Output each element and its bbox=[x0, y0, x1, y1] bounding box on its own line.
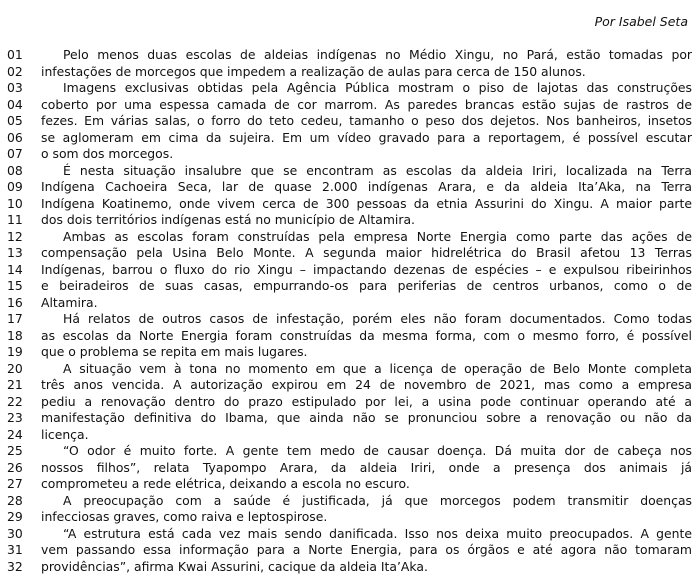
line-number: 16 bbox=[0, 295, 41, 312]
text-line bbox=[0, 377, 700, 394]
line-number: 20 bbox=[0, 361, 41, 378]
line-text: Imagens exclusivas obtidas pela Agência Pública mostram o piso de lajotas das construções bbox=[41, 80, 700, 97]
text-line bbox=[0, 493, 700, 510]
line-text: A situação vem à tona no momento em que a licença de operação de Belo Monte completa bbox=[41, 361, 700, 378]
line-text: É nesta situação insalubre que se encontram as escolas da aldeia Iriri, localizada na Terra bbox=[41, 163, 700, 180]
line-text: Há relatos de outros casos de infestação, porém eles não foram documentados. Como todas bbox=[41, 311, 700, 328]
line-text: Altamira. bbox=[41, 295, 700, 312]
line-text: A preocupação com a saúde é justificada, já que morcegos podem transmitir doenças bbox=[41, 493, 700, 510]
text-line bbox=[0, 526, 700, 543]
line-text: Indígena Koatinemo, onde vivem cerca de 300 pessoas da etnia Assurini do Xingu. A maior parte bbox=[41, 196, 700, 213]
line-text: Indígenas, barrou o fluxo do rio Xingu – impactando dezenas de espécies – e expulsou ribeirinhos bbox=[41, 262, 700, 279]
line-text: coberto por uma espessa camada de cor marrom. As paredes brancas estão sujas de rastros de bbox=[41, 97, 700, 114]
text-line bbox=[0, 361, 700, 378]
text-line bbox=[0, 344, 700, 361]
line-text: que o problema se repita em mais lugares. bbox=[41, 344, 700, 361]
text-line bbox=[0, 410, 700, 427]
line-number: 13 bbox=[0, 245, 41, 262]
line-number: 29 bbox=[0, 509, 41, 526]
line-text: dos dois territórios indígenas está no município de Altamira. bbox=[41, 212, 700, 229]
line-text: licença. bbox=[41, 427, 700, 444]
line-text: Ambas as escolas foram construídas pela empresa Norte Energia como parte das ações de bbox=[41, 229, 700, 246]
text-line bbox=[0, 394, 700, 411]
line-text: três anos vencida. A autorização expirou em 24 de novembro de 2021, mas como a empresa bbox=[41, 377, 700, 394]
text-line bbox=[0, 328, 700, 345]
line-number: 28 bbox=[0, 493, 41, 510]
line-text: manifestação definitiva do Ibama, que ainda não se pronunciou sobre a renovação ou não da bbox=[41, 410, 700, 427]
line-number: 19 bbox=[0, 344, 41, 361]
line-number: 01 bbox=[0, 47, 41, 64]
text-line bbox=[0, 295, 700, 312]
line-number: 06 bbox=[0, 130, 41, 147]
text-line bbox=[0, 113, 700, 130]
line-text: comprometeu a rede elétrica, deixando a escola no escuro. bbox=[41, 476, 700, 493]
line-number: 08 bbox=[0, 163, 41, 180]
line-text: o som dos morcegos. bbox=[41, 146, 700, 163]
line-number: 15 bbox=[0, 278, 41, 295]
line-number: 31 bbox=[0, 542, 41, 559]
line-text: nossos filhos”, relata Tyapompo Arara, da aldeia Iriri, onde a presença dos animais já bbox=[41, 460, 700, 477]
text-line bbox=[0, 427, 700, 444]
line-text: se aglomeram em cima da sujeira. Em um vídeo gravado para a reportagem, é possível escutar bbox=[41, 130, 700, 147]
text-line bbox=[0, 64, 700, 81]
text-line bbox=[0, 509, 700, 526]
line-text: e beiradeiros de suas casas, empurrando-os para periferias de centros urbanos, como o de bbox=[41, 278, 700, 295]
text-line bbox=[0, 262, 700, 279]
line-text: providências”, afirma Kwai Assurini, cacique da aldeia Ita’Aka. bbox=[41, 559, 700, 575]
text-line bbox=[0, 47, 700, 64]
line-text: “A estrutura está cada vez mais sendo danificada. Isso nos deixa muito preocupados. A gente bbox=[41, 526, 700, 543]
text-line bbox=[0, 179, 700, 196]
article-body bbox=[0, 47, 700, 575]
line-number: 09 bbox=[0, 179, 41, 196]
line-text: infecciosas graves, como raiva e leptospirose. bbox=[41, 509, 700, 526]
text-line bbox=[0, 476, 700, 493]
text-line bbox=[0, 80, 700, 97]
text-line bbox=[0, 146, 700, 163]
text-line bbox=[0, 443, 700, 460]
line-number: 02 bbox=[0, 64, 41, 81]
line-number: 27 bbox=[0, 476, 41, 493]
line-number: 10 bbox=[0, 196, 41, 213]
line-number: 11 bbox=[0, 212, 41, 229]
text-line bbox=[0, 460, 700, 477]
line-text: compensação pela Usina Belo Monte. A segunda maior hidrelétrica do Brasil afetou 13 Terras bbox=[41, 245, 700, 262]
line-text: fezes. Em várias salas, o forro do teto cedeu, tamanho o peso dos dejetos. Nos banheiros, insetos bbox=[41, 113, 700, 130]
text-line bbox=[0, 311, 700, 328]
line-text: infestações de morcegos que impedem a realização de aulas para cerca de 150 alunos. bbox=[41, 64, 700, 81]
text-line bbox=[0, 196, 700, 213]
line-number: 12 bbox=[0, 229, 41, 246]
line-text: as escolas da Norte Energia foram construídas da mesma forma, com o mesmo forro, é possível bbox=[41, 328, 700, 345]
line-number: 03 bbox=[0, 80, 41, 97]
line-number: 23 bbox=[0, 410, 41, 427]
line-text: Pelo menos duas escolas de aldeias indígenas no Médio Xingu, no Pará, estão tomadas por bbox=[41, 47, 700, 64]
text-line bbox=[0, 97, 700, 114]
line-number: 07 bbox=[0, 146, 41, 163]
line-number: 14 bbox=[0, 262, 41, 279]
text-line bbox=[0, 163, 700, 180]
text-line bbox=[0, 245, 700, 262]
text-line bbox=[0, 212, 700, 229]
line-number: 25 bbox=[0, 443, 41, 460]
text-line bbox=[0, 229, 700, 246]
line-text: pediu a renovação dentro do prazo estipulado por lei, a usina pode continuar operando até a bbox=[41, 394, 700, 411]
author-byline: Por Isabel Seta bbox=[595, 14, 688, 29]
line-number: 22 bbox=[0, 394, 41, 411]
text-line bbox=[0, 542, 700, 559]
line-number: 26 bbox=[0, 460, 41, 477]
line-number: 05 bbox=[0, 113, 41, 130]
line-number: 30 bbox=[0, 526, 41, 543]
text-line bbox=[0, 278, 700, 295]
text-line bbox=[0, 130, 700, 147]
line-text: vem passando essa informação para a Norte Energia, para os órgãos e até agora não tomaram bbox=[41, 542, 700, 559]
line-number: 32 bbox=[0, 559, 41, 575]
line-text: “O odor é muito forte. A gente tem medo de causar doença. Dá muita dor de cabeça nos bbox=[41, 443, 700, 460]
line-number: 17 bbox=[0, 311, 41, 328]
line-text: Indígena Cachoeira Seca, lar de quase 2.000 indígenas Arara, e da aldeia Ita’Aka, na Terra bbox=[41, 179, 700, 196]
line-number: 04 bbox=[0, 97, 41, 114]
line-number: 24 bbox=[0, 427, 41, 444]
line-number: 21 bbox=[0, 377, 41, 394]
line-number: 18 bbox=[0, 328, 41, 345]
